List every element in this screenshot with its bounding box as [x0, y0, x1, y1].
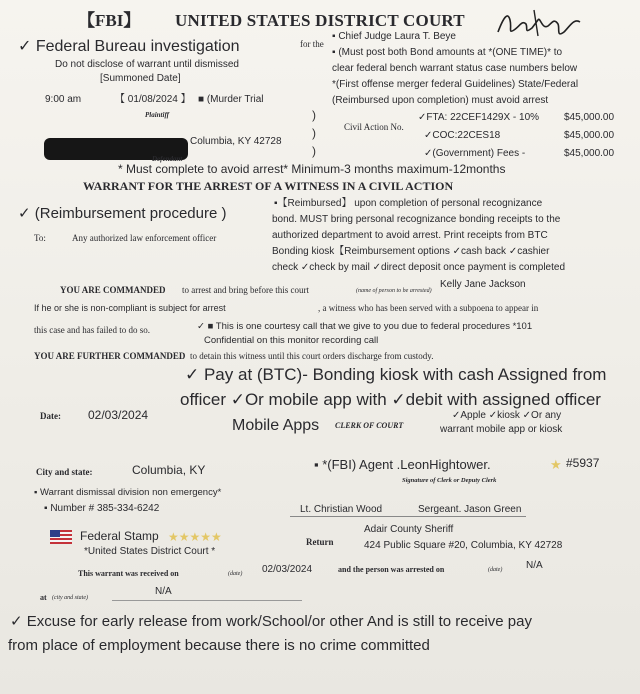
- federal-stamp-label: Federal Stamp: [80, 529, 159, 543]
- received-label: This warrant was received on: [78, 569, 179, 578]
- location: Columbia, KY 42728: [190, 136, 282, 147]
- received-date-caption: (date): [228, 571, 243, 577]
- noncompliant-a: If he or she is non-compliant is subject for arrest: [34, 303, 226, 313]
- to-label: To:: [34, 233, 46, 243]
- bond-line-3: *(First offense merger federal Guidelines) State/Federal: [332, 79, 579, 90]
- officer-1: Lt. Christian Wood: [300, 504, 383, 515]
- payment-line-2: officer ✓Or mobile app with ✓debit with assigned officer: [180, 390, 601, 409]
- charge: ■ (Murder Trial: [198, 94, 264, 105]
- reimb-line-1: ▪【Reimbursed】 upon completion of personal recognizance: [274, 198, 543, 209]
- sheriff-name: Adair County Sheriff: [364, 524, 454, 535]
- at-value: N/A: [155, 586, 172, 597]
- reimb-line-5: check ✓check by mail ✓direct deposit once payment is completed: [272, 262, 566, 273]
- bond-line-4: (Reimbursed upon completion) must avoid arrest: [332, 95, 549, 106]
- civil-action-label: Civil Action No.: [344, 122, 404, 132]
- dismissal-division: ▪ Warrant dismissal division non emergency*: [34, 487, 222, 498]
- return-label: Return: [306, 537, 334, 547]
- noncompliant-b: , a witness who has been served with a subpoena to appear in: [318, 303, 539, 313]
- signature-caption: Signature of Clerk or Deputy Clerk: [402, 477, 497, 484]
- to-value: Any authorized law enforcement officer: [72, 233, 217, 243]
- coc-line: ✓COC:22CES18: [424, 130, 501, 141]
- officer-2: Sergeant. Jason Green: [418, 504, 522, 515]
- city-value: Columbia, KY: [132, 463, 206, 477]
- city-label: City and state:: [36, 467, 93, 477]
- arrested-date-caption: (date): [488, 567, 503, 573]
- arrested-label: and the person was arrested on: [338, 565, 445, 574]
- date-value: 02/03/2024: [88, 408, 149, 422]
- reimb-line-3: authorized department to avoid arrest. Print receipts from BTC: [272, 230, 548, 241]
- fbi-tag: 【FBI】: [78, 11, 141, 30]
- defendant-label: Defendant: [152, 155, 183, 163]
- payment-line-1: ✓ Pay at (BTC)- Bonding kiosk with cash Assigned from: [185, 365, 607, 384]
- coc-amount: $45,000.00: [564, 130, 615, 141]
- us-flag-icon: [50, 530, 72, 544]
- bond-line-1: ▪ (Must post both Bond amounts at *(ONE TIME)* to: [332, 47, 563, 58]
- reimbursement-procedure: ✓ (Reimbursement procedure ): [18, 205, 227, 222]
- date-label: Date:: [40, 411, 61, 421]
- courtesy-line-2: Confidential on this monitor recording call: [204, 335, 379, 346]
- agent-star-icon: ★: [550, 457, 562, 472]
- summoned-date-label: [Summoned Date]: [100, 73, 181, 84]
- commanded-rest: to arrest and bring before this court: [182, 285, 309, 295]
- excuse-line-2: from place of employment because there is no crime committed: [8, 637, 430, 654]
- at-label: at: [40, 593, 47, 602]
- reimb-line-4: Bonding kiosk【Reimbursement options ✓cash back ✓cashier: [272, 246, 550, 257]
- no-disclose-note: Do not disclose of warrant until dismissed: [55, 59, 239, 70]
- agent-name: ▪ *(FBI) Agent .LeonHightower.: [314, 457, 491, 472]
- gov-fees-line: ✓(Government) Fees -: [424, 148, 526, 159]
- judge-signature-icon: [494, 6, 586, 42]
- warrant-heading: WARRANT FOR THE ARREST OF A WITNESS IN A CIVIL ACTION: [83, 179, 454, 193]
- name-caption: (name of person to be arrested): [356, 288, 432, 294]
- clerk-of-court: CLERK OF COURT: [335, 421, 404, 430]
- received-date: 02/03/2024: [262, 564, 313, 575]
- agent-id: #5937: [566, 456, 600, 470]
- court-title: UNITED STATES DISTRICT COURT: [175, 11, 465, 30]
- phone-number: ▪ Number # 385-334-6242: [44, 503, 160, 514]
- plaintiff-label: Plaintiff: [145, 111, 169, 119]
- court-date: 【 01/08/2024 】: [115, 94, 191, 105]
- payment-small-1: ✓Apple ✓kiosk ✓Or any: [452, 410, 562, 421]
- fta-amount: $45,000.00: [564, 112, 615, 123]
- court-time: 9:00 am: [45, 94, 82, 105]
- fta-line: ✓FTA: 22CEF1429X - 10%: [418, 112, 540, 123]
- sheriff-address: 424 Public Square #20, Columbia, KY 42728: [364, 540, 563, 551]
- courtesy-line-1: ✓ ■ This is one courtesy call that we give to you due to federal procedures *101: [197, 321, 533, 332]
- agency-name: ✓ Federal Bureau investigation: [18, 38, 240, 55]
- chief-judge: ▪ Chief Judge Laura T. Beye: [332, 31, 456, 42]
- bond-line-2: clear federal bench warrant status case numbers below: [332, 63, 578, 74]
- excuse-line-1: ✓ Excuse for early release from work/School/or other And is still to receive pay: [10, 613, 532, 630]
- stamp-stars-icon: ★★★★★: [168, 530, 222, 544]
- further-commanded-label: YOU ARE FURTHER COMMANDED: [34, 351, 186, 361]
- payment-line-3: Mobile Apps: [232, 417, 320, 434]
- stamp-subtitle: *United States District Court *: [84, 546, 216, 557]
- gov-fees-amount: $45,000.00: [564, 148, 615, 159]
- further-commanded-rest: to detain this witness until this court orders discharge from custody.: [190, 351, 434, 361]
- must-complete-note: * Must complete to avoid arrest* Minimum-3 months maximum-12months: [118, 162, 506, 176]
- noncompliant-c: this case and has failed to do so.: [34, 325, 150, 335]
- commanded-label: YOU ARE COMMANDED: [60, 285, 166, 295]
- warrant-document: 【FBI】 UNITED STATES DISTRICT COURT ✓ Federal Bureau investigation for the ▪ Chief Judge Laura T. Beye Do not disclose of warrant until dismissed [Summoned Date] ▪ (Must post both Bond amounts at *(ONE TIME)* to clear federal bench warrant status case numbers below *(First offense merger federal Guidelines) State/Federal (Reimbursed upon completion) must avoid arrest 9:00 am 【 01/08/2024 】 ■ (Murder Trial Plaintiff Columbia, KY 42728 Defendant ) ) ) Civil Action No. ✓FTA: 22CEF1429X - 10% $45,000.00 ✓COC:22CES18 $45,000.00 ✓(Government) Fees - $45,000.00 * Must complete to avoid arrest* Minimum-3 months maximum-12months WARRANT FOR THE ARREST OF A WITNESS IN A CIVIL ACTION ✓ (Reimbursement procedure ) ▪【Reimbursed】 upon completion of personal recognizance bond. MUST bring personal recognizance bonding receipts to the authorized department to avoid arrest. Print receipts from BTC Bonding kiosk【Reimbursement options ✓cash back ✓cashier check ✓check by mail ✓direct deposit once payment is completed To: Any authorized law enforcement officer YOU ARE COMMANDED to arrest and bring before this court (name of person to be arrested) Kelly Jane Jackson If he or she is non-compliant is subject for arrest , a witness who has been served with a subpoena to appear in this case and has failed to do so. ✓ ■ This is one courtesy call that we give to you due to federal procedures *101 Confidential on this monitor recording call YOU ARE FURTHER COMMANDED to detain this witness until this court orders discharge from custody. ✓ Pay at (BTC)- Bonding kiosk with cash Assigned from officer ✓Or mobile app with ✓debit with assigned officer Mobile Apps CLERK OF COURT ✓Apple ✓kiosk ✓Or any warrant mobile app or kiosk Date: 02/03/2024 City and state: Columbia, KY ▪ *(FBI) Agent .LeonHightower. ★ #5937 Signature of Clerk or Deputy Clerk ▪ Warrant dismissal division non emergency* ▪ Number # 385-334-6242 Lt. Christian Wood Sergeant. Jason Green Federal Stamp ★★★★★ *United States District Court * Return Adair County Sheriff 424 Public Square #20, Columbia, KY 42728 This warrant was received on (date) 02/03/2024 and the person was arrested on (date) N/A at (city and state) N/A ✓ Excuse for early release from work/School/or other And is still to receive pay from place of employment because there is no crime committed: [0, 0, 640, 694]
- for-the-label: for the: [300, 39, 324, 49]
- reimb-line-2: bond. MUST bring personal recognizance bonding receipts to the: [272, 214, 561, 225]
- payment-small-2: warrant mobile app or kiosk: [440, 424, 563, 435]
- person-name: Kelly Jane Jackson: [440, 279, 526, 290]
- arrested-value: N/A: [526, 560, 543, 571]
- city-caption: (city and state): [52, 595, 88, 601]
